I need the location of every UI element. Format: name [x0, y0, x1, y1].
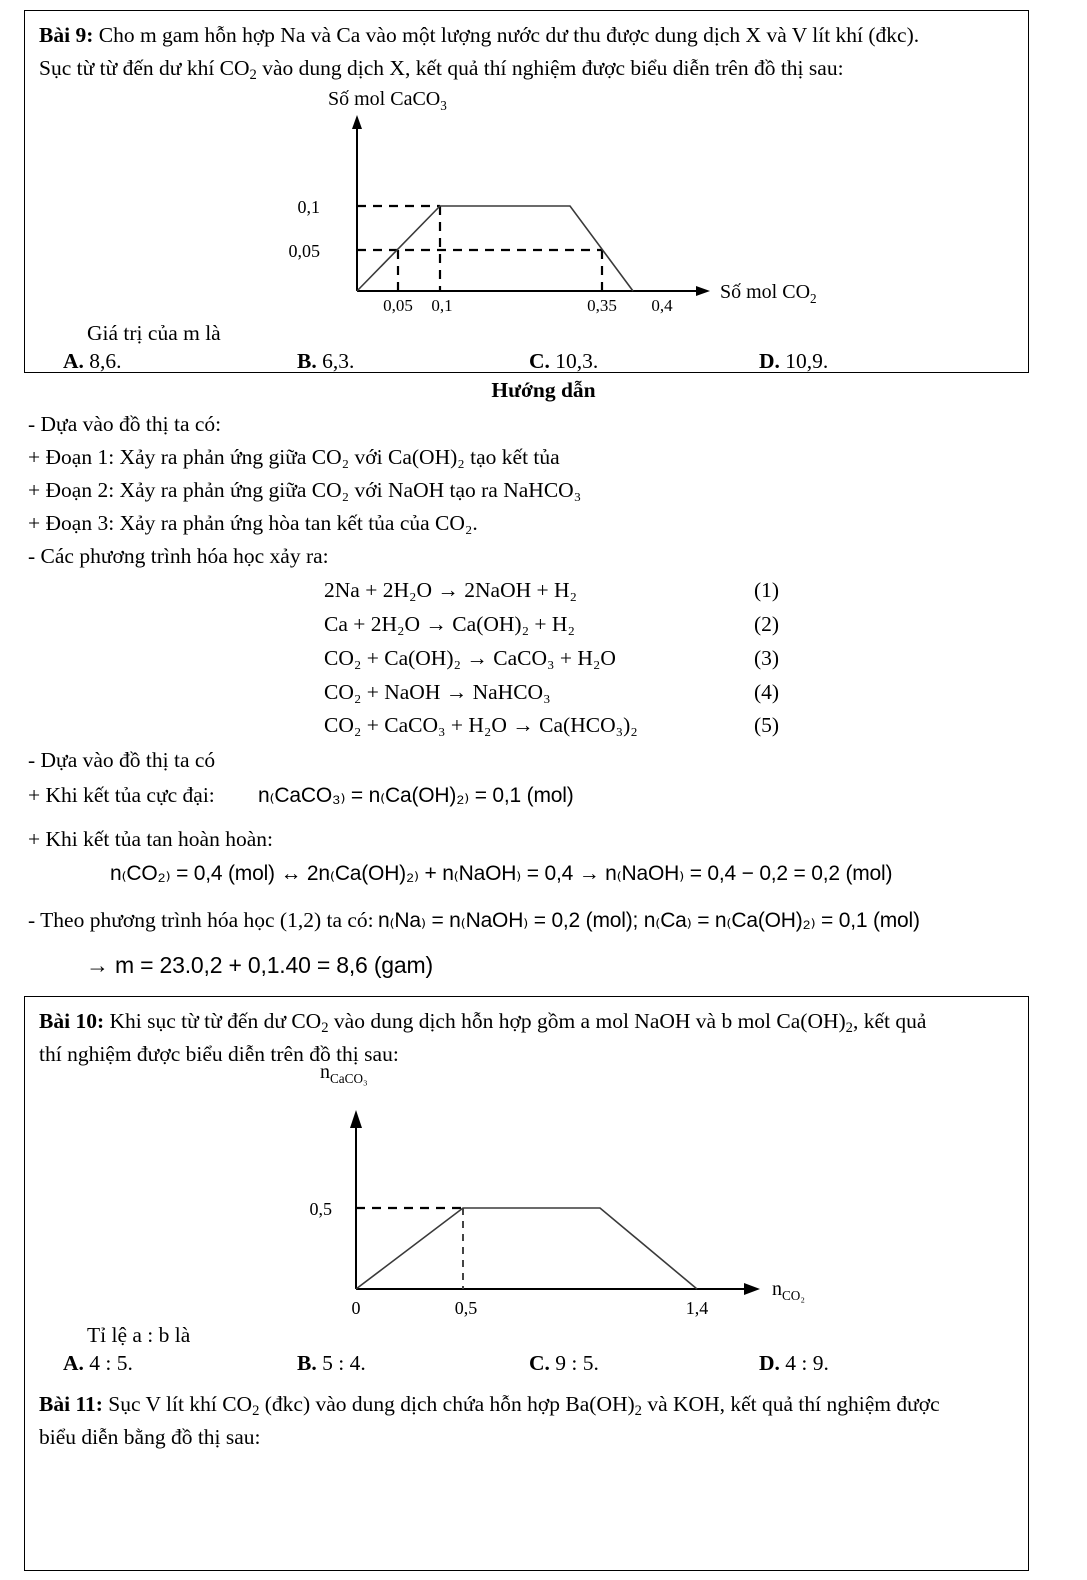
bai10-statement-line2: thí nghiệm được biểu diễn trên đồ thị sau: [39, 1042, 399, 1066]
guide-full-dissolve-label: + Khi kết tủa tan hoàn hoàn: [28, 827, 273, 851]
chart2-xtick-1: 0,5 [454, 1298, 478, 1318]
equation-5: CO₂ + CaCO₃ + H₂O → Ca(HCO₃)₂ [324, 713, 638, 737]
chart-bai10 [280, 1052, 880, 1322]
bai9-statement-text2b: vào dung dịch X, kết quả thí nghiệm được biểu diễn trên đồ thị sau: [256, 56, 844, 80]
chart1-xtick-2: 0,35 [587, 296, 617, 315]
guide-heading: Hướng dẫn [491, 378, 596, 402]
guide-stoich-math: n₍Na₎ = n₍NaOH₎ = 0,2 (mol); n₍Ca₎ = n₍Ca(OH)₂₎ = 0,1 (mol) [378, 909, 920, 932]
problem-box-bai9 [24, 10, 1029, 373]
guide-segment-2: + Đoạn 2: Xảy ra phản ứng giữa CO₂ với NaOH tạo ra NaHCO₃ [28, 478, 582, 502]
bai9-option-d[interactable]: D. 10,9. [759, 349, 829, 373]
bai10-option-c[interactable]: C. 9 : 5. [529, 1351, 599, 1375]
bai10-option-b[interactable]: B. 5 : 4. [297, 1351, 366, 1375]
bai10-label: Bài 10: [39, 1009, 105, 1033]
guide-equation-intro: - Các phương trình hóa học xảy ra: [28, 544, 329, 568]
bai9-statement-text1: Cho m gam hỗn hợp Na và Ca vào một lượng nước dư thu được dung dịch X và V lít khí (đkc). [98, 23, 920, 47]
equation-1-number: (1) [754, 578, 780, 602]
chart1-xlabel: Số mol $CO_2$ [720, 281, 817, 306]
guide-segment-3: + Đoạn 3: Xảy ra phản ứng hòa tan kết tủa của CO₂. [28, 511, 478, 535]
guide-segment-1: + Đoạn 1: Xảy ra phản ứng giữa CO₂ với Ca(OH)₂ tạo kết tủa [28, 445, 560, 469]
bai10-text-b: vào dung dịch hỗn hợp gồm a mol NaOH và b mol Ca(OH) [328, 1009, 846, 1033]
bai11-text-a: Sục V lít khí CO [108, 1392, 253, 1416]
chart2-ytick-0: 0,5 [309, 1199, 332, 1219]
equation-5-number: (5) [754, 713, 780, 737]
equation-1: 2Na + 2H₂O → 2NaOH + H₂ [324, 578, 578, 602]
guide-graph-line: - Dựa vào đồ thị ta có [28, 748, 216, 772]
bai11-text-b: (đkc) vào dung dịch chứa hỗn hợp Ba(OH) [259, 1392, 635, 1416]
guide-result-math: → m = 23.0,2 + 0,1.40 = 8,6 (gam) [86, 952, 433, 978]
chart1-xtick-3: 0,4 [651, 296, 673, 315]
bai9-question: Giá trị của m là [87, 321, 221, 345]
bai10-sub-1: 2 [321, 1020, 329, 1037]
bai9-statement-line1 [39, 19, 1016, 52]
bai11-statement-line2: biểu diễn bằng đồ thị sau: [39, 1425, 261, 1449]
chart1-ylabel: Số mol CaCO$_3$ [328, 88, 447, 113]
bai11-sub-1: 2 [252, 1403, 260, 1420]
guide-max-precip-math: n₍CaCO₃₎ = n₍Ca(OH)₂₎ = 0,1 (mol) [258, 784, 574, 807]
equation-4: CO₂ + NaOH → NaHCO₃ [324, 680, 551, 704]
chart1-ytick-1: 0,05 [288, 241, 320, 261]
guide-stoich-label: - Theo phương trình hóa học (1,2) ta có: [28, 908, 374, 932]
equation-2-number: (2) [754, 612, 780, 636]
guide-max-precip-label: + Khi kết tủa cực đại: [28, 783, 215, 807]
bai10-sub-2: 2 [845, 1020, 853, 1037]
chart2-xlabel: $n_{CO_2}$ [772, 1278, 805, 1303]
bai11-text-c: và KOH, kết quả thí nghiệm được [641, 1392, 940, 1416]
chart1-xtick-1: 0,1 [431, 296, 453, 315]
chart2-xtick-0: 0 [351, 1298, 361, 1318]
bai9-option-a[interactable]: A. 8,6. [63, 349, 122, 373]
chart-bai9 [288, 83, 870, 315]
guide-intro: - Dựa vào đồ thị ta có: [28, 412, 222, 436]
bai10-option-a[interactable]: A. 4 : 5. [63, 1351, 133, 1375]
bai10-text-c: , kết quả [852, 1009, 927, 1033]
chart1-xtick-0: 0,05 [383, 296, 413, 315]
bai9-option-b[interactable]: B. 6,3. [297, 349, 355, 373]
bai10-question: Tỉ lệ a : b là [87, 1323, 191, 1347]
chart2-ylabel: $n_{CaCO_3}$ [320, 1061, 368, 1086]
equation-3-number: (3) [754, 646, 780, 670]
bai9-option-c[interactable]: C. 10,3. [529, 349, 599, 373]
equation-4-number: (4) [754, 680, 780, 704]
bai10-option-d[interactable]: D. 4 : 9. [759, 1351, 829, 1375]
guide-full-dissolve-math: n₍CO₂₎ = 0,4 (mol) ↔ 2n₍Ca(OH)₂₎ + n₍NaOH₎ = 0,4 → n₍NaOH₎ = 0,4 − 0,2 = 0,2 (mol) [110, 862, 893, 885]
equation-3: CO₂ + Ca(OH)₂ → CaCO₃ + H₂O [324, 646, 616, 670]
chart1-ytick-0: 0,1 [297, 197, 320, 217]
equation-2: Ca + 2H₂O → Ca(OH)₂ + H₂ [324, 612, 575, 636]
chart2-xtick-2: 1,4 [685, 1298, 709, 1318]
problem-box-bai10 [24, 996, 1029, 1571]
bai9-statement-text2a: Sục từ từ đến dư khí CO [39, 56, 250, 80]
bai10-text-a: Khi sục từ từ đến dư CO [109, 1009, 322, 1033]
bai11-sub-2: 2 [634, 1403, 642, 1420]
bai9-label: Bài 9: [39, 23, 94, 47]
bai9-sub-co2: 2 [249, 67, 257, 84]
bai11-label: Bài 11: [39, 1392, 103, 1416]
